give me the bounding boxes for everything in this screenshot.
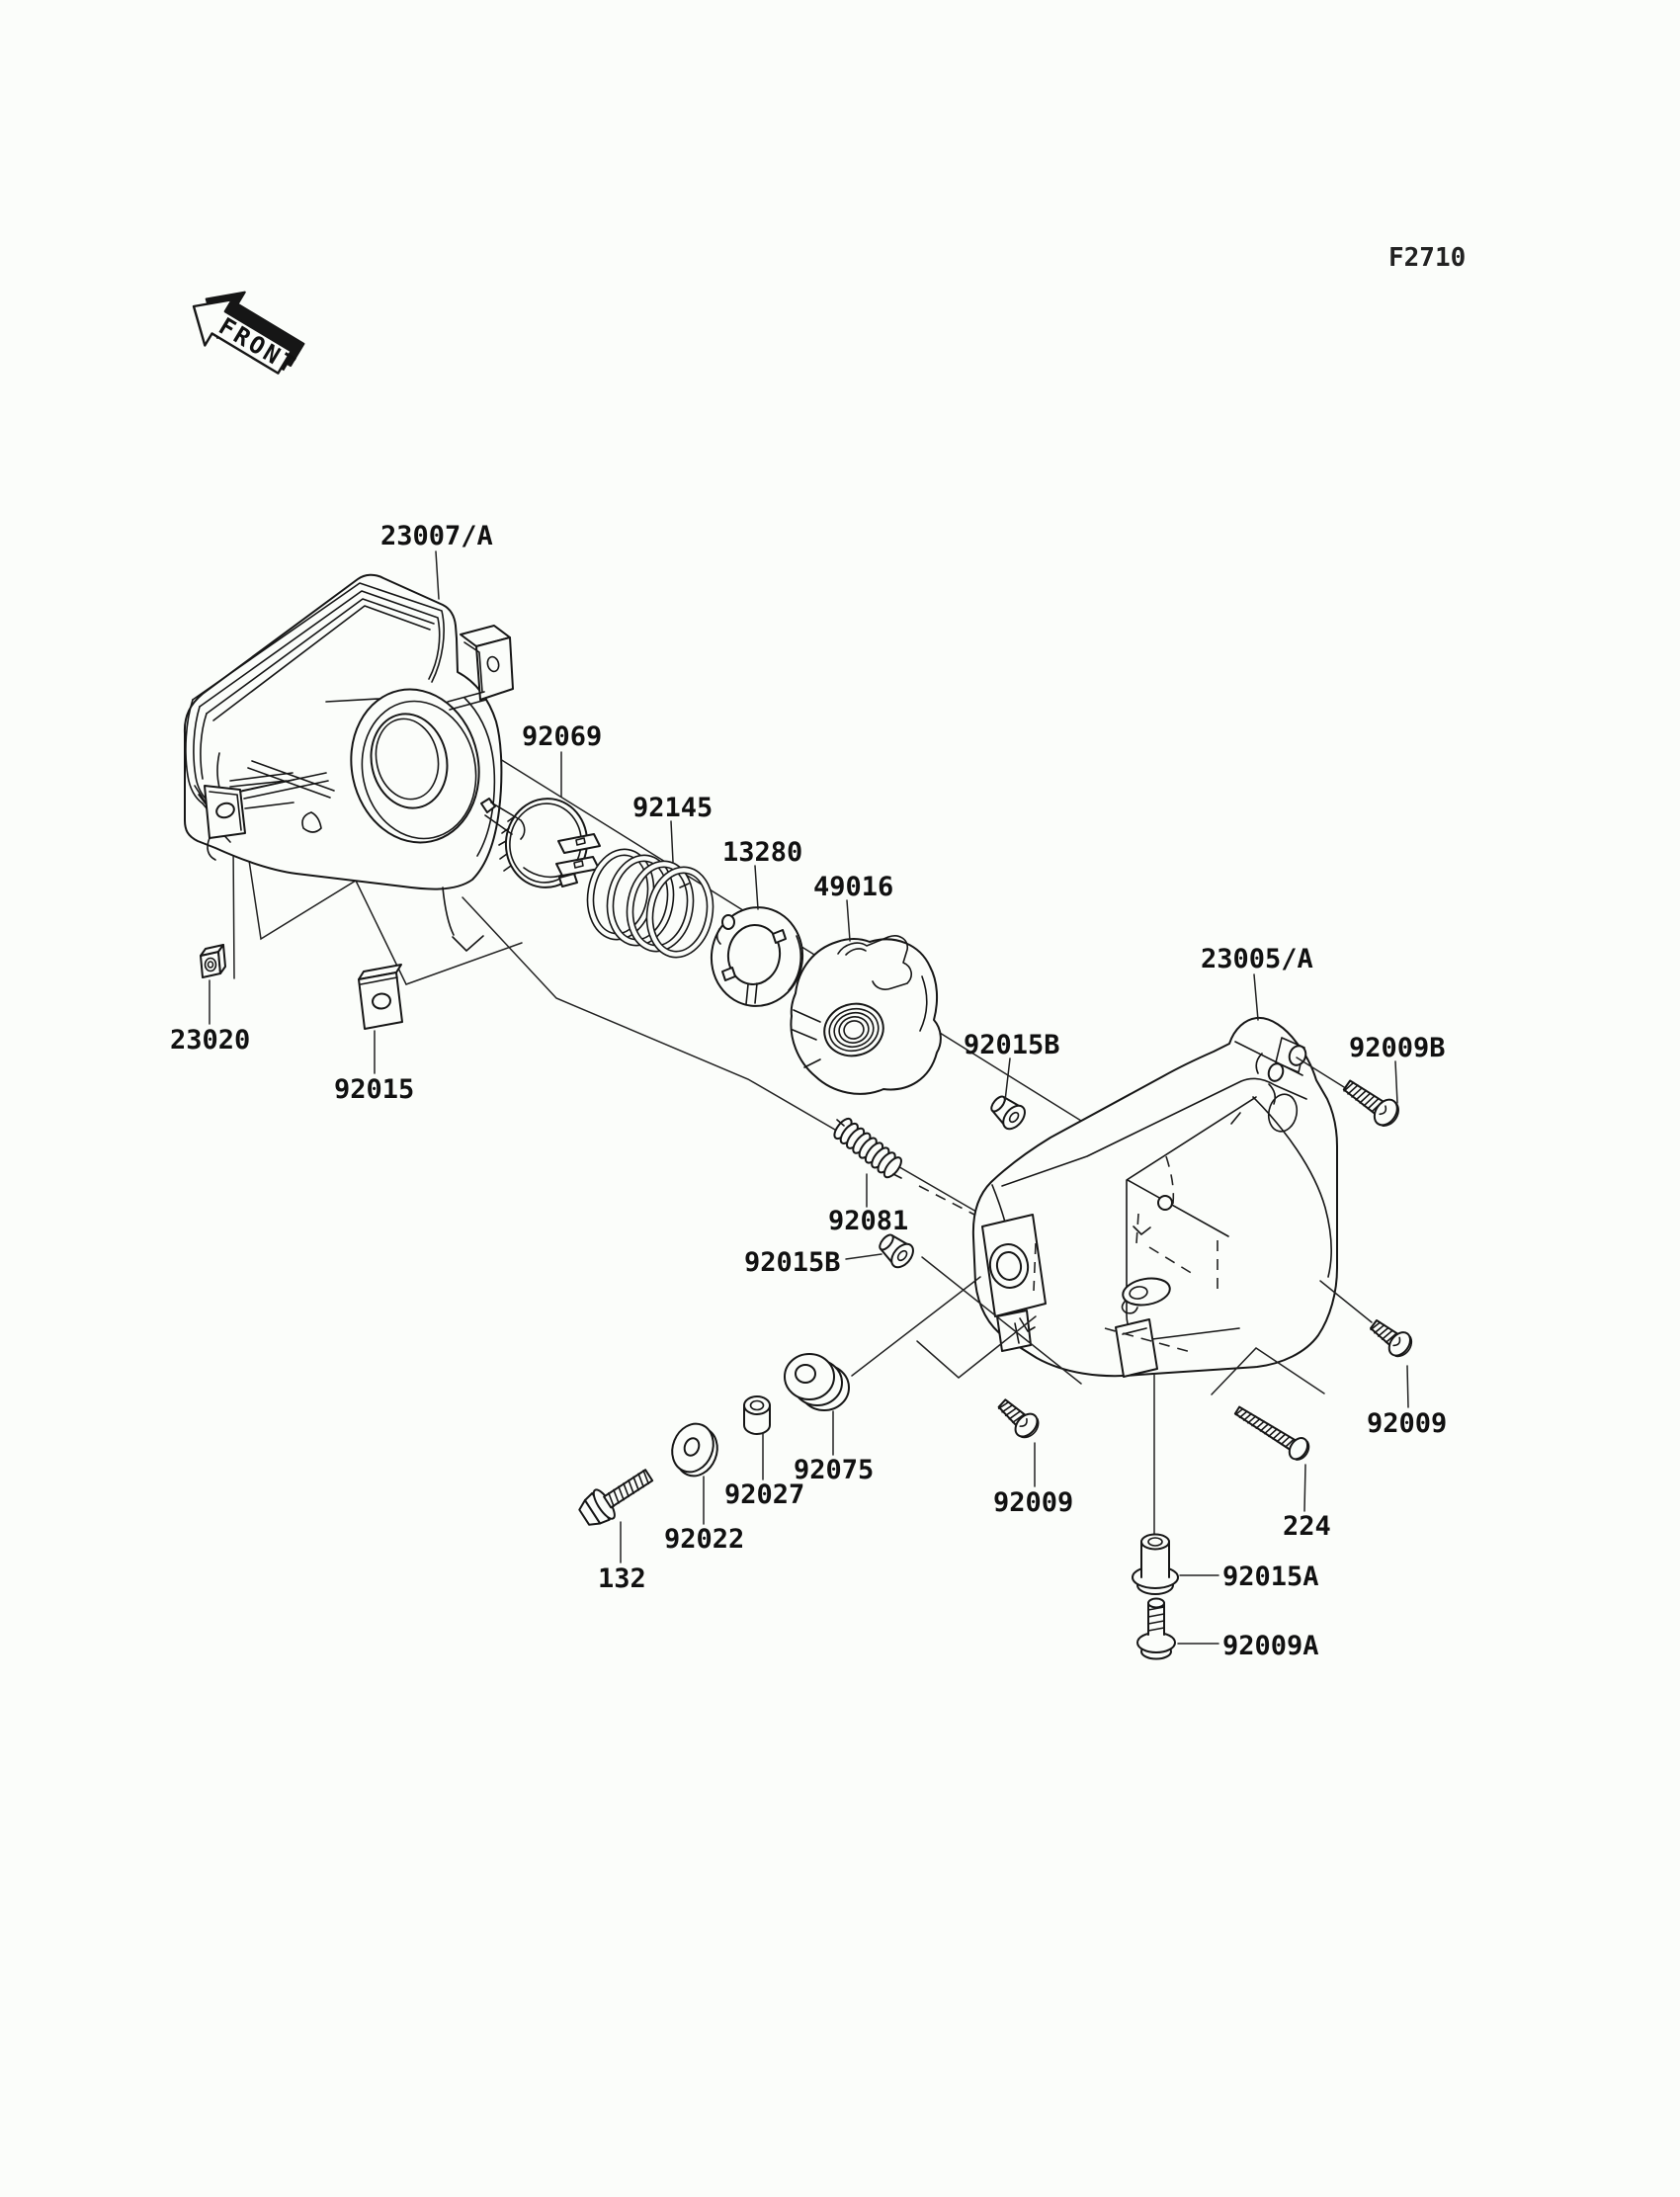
part-label-92069: 92069 [522,721,603,752]
part-label-13280: 13280 [722,837,803,868]
collar-top [744,1396,770,1414]
part-label-23020: 23020 [170,1025,251,1056]
screw-tip [1148,1599,1164,1608]
guide-line-to-nut [233,843,234,978]
part-label-92009-right: 92009 [1367,1408,1448,1439]
part-label-92009B: 92009B [1349,1033,1446,1063]
part-holder-49016 [791,936,940,1094]
ring-clip-hole [722,915,734,929]
part-clip-92015 [359,965,402,1029]
part-label-92015: 92015 [334,1074,415,1105]
part-label-92075: 92075 [794,1455,875,1485]
part-label-132: 132 [598,1563,646,1594]
part-label-23007A: 23007/A [380,521,493,551]
part-label-92081: 92081 [828,1206,909,1236]
part-label-49016: 49016 [813,872,894,902]
part-label-92009A: 92009A [1222,1631,1319,1661]
part-label-224: 224 [1283,1511,1331,1542]
part-label-92015B-lower: 92015B [744,1247,841,1278]
part-label-92015A: 92015A [1222,1562,1319,1592]
screw-head [1137,1633,1175,1652]
part-label-92022: 92022 [664,1524,745,1555]
grommet-hole [796,1365,815,1383]
part-label-92027: 92027 [724,1479,805,1510]
front-arrow-text: FRONT [213,311,302,380]
part-label-92015B-upper: 92015B [964,1030,1060,1060]
part-label-92009-left: 92009 [993,1487,1074,1518]
housing-bottom-tab [1116,1319,1157,1377]
part-label-23005A: 23005/A [1201,944,1313,974]
wellnut-top [1141,1535,1169,1550]
part-label-92145: 92145 [632,793,714,823]
figure-code: F2710 [1388,243,1467,273]
part-collar-92027 [744,1396,770,1434]
housing-small-hole [1158,1196,1172,1210]
part-nut-23020 [201,945,225,977]
